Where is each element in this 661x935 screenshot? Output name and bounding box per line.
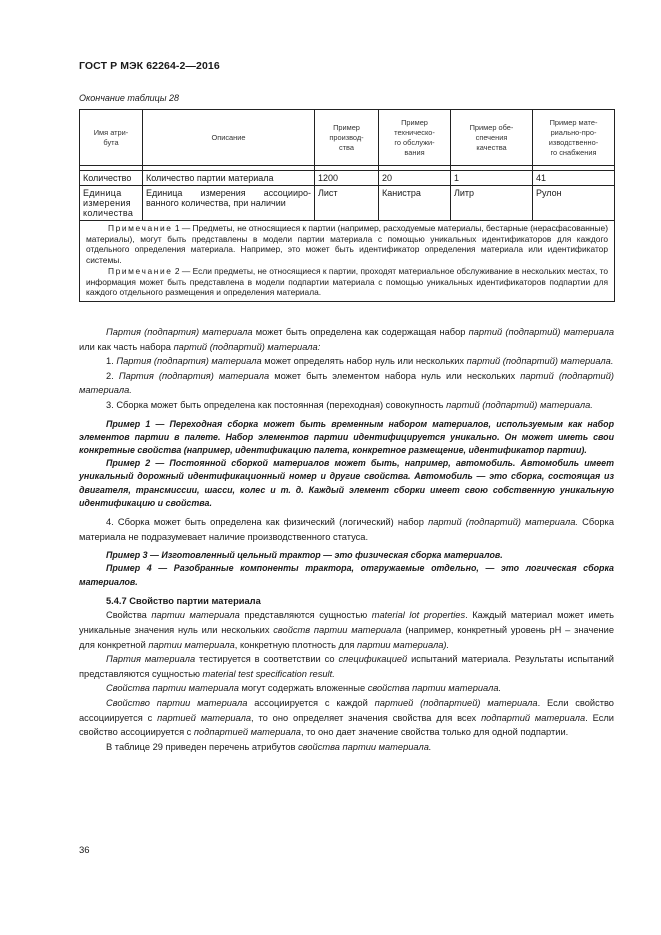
table-cell: Единица измерения ассоцииро-ванного количества, при наличии	[143, 186, 315, 221]
table-notes	[80, 221, 615, 302]
example-1: Пример 1 — Переходная сборка может быть временным набором материалов, используемым как набор элементов партии в палете. Набор элементов партии идентифицируется уникально. Он может иметь свои конкретные свойства (например, идентификацию палета, конкретное размещение, идентификатор партии).	[79, 418, 614, 455]
table-cell: Количество	[80, 171, 143, 186]
list-item: 2. Партия (подпартия) материала может быть элементом набора нуль или нескольких партий (подпартий) материала.	[79, 370, 614, 396]
note-1	[86, 223, 608, 266]
table-caption: Окончание таблицы 28	[79, 93, 179, 103]
table-cell: 41	[533, 171, 615, 186]
paragraph: В таблице 29 приведен перечень атрибутов свойства партии материала.	[106, 741, 432, 752]
paragraph: Партия (подпартия) материала может быть определена как содержащая набор партий (подпартий) материала или как часть набора партий (подпартий) материала:	[79, 327, 614, 352]
list-item: 1. Партия (подпартия) материала может определять набор нуль или нескольких партий (подпартий) материала.	[106, 356, 614, 367]
table-cell: Количество партии материала	[143, 171, 315, 186]
note-2-label: Примечание	[108, 265, 173, 276]
example-3: Пример 3 — Изготовленный цельный трактор — это физическая сборка материалов.	[106, 550, 503, 561]
list-item: 4. Сборка может быть определена как физический (логический) набор партий (подпартий) материала. Сборка материала не подразумевает наличие производственного статуса.	[79, 516, 614, 542]
attributes-table	[79, 109, 615, 302]
standard-header: ГОСТ Р МЭК 62264-2—2016	[79, 60, 220, 72]
table-cell: Рулон	[533, 186, 615, 221]
th-maintenance-example: Пример техническо- го обслужи- вания	[379, 110, 451, 166]
paragraph: Свойство партии материала ассоциируется с каждой партией (подпартией) материала. Если свойство ассоциируется с партией материала, то оно определяет значения свойства для всех подпартий материала. Если свойство ассоциируется с подпартией материала, то оно дает значение свойства только для одной подпартии.	[79, 697, 615, 738]
note-2-text: 2 — Если предметы, не относящиеся к партии, проходят материальное обслуживание в нескольких местах, то информация может быть представлена в модели подпартии материала с помощью уникальных идентификаторов подпартии для каждого отдельного размещения и определения материала.	[86, 265, 608, 298]
list-item: 3. Сборка может быть определена как постоянная (переходная) совокупность партий (подпартий) материала.	[106, 399, 593, 410]
table-notes-row	[80, 221, 615, 302]
body-text	[79, 325, 614, 754]
note-1-text: 1 — Предметы, не относящиеся к партии (например, расходуемые материалы, бестарные (нерасфасованные) материалы), могут быть представлены в модели партии материала с помощью уникальных идентификаторов для каждого отдельного определения материала. Например, это может быть идентификатор определения материала или идентификатор системы.	[86, 223, 608, 266]
paragraph: Свойства партии материала представляются сущностью material lot properties. Каждый материал может иметь уникальные значения нуль или нескольких свойств партии материала (например, конкретный уровень pH – значение для конкретной партии материала, конкретную плотность для партии материала).	[79, 610, 614, 650]
table-cell: Единица измерения количества	[80, 186, 143, 221]
section-heading: 5.4.7 Свойство партии материала	[106, 595, 261, 606]
paragraph: Партия материала тестируется в соответствии со спецификацией испытаний материала. Результаты испытаний представляются сущностью material test specification result.	[79, 654, 614, 679]
example-4: Пример 4 — Разобранные компоненты трактора, отгружаемые отдельно, — это логическая сборка материалов.	[79, 563, 614, 587]
example-2: Пример 2 — Постоянной сборкой материалов может быть, например, автомобиль. Автомобиль имеет уникальный дорожный идентификационный номер и другие свойства. Автомобиль — это сборка, состоящая из двигателя, трансмиссии, шасси, колес и т. д. Каждый элемент сборки имеет свою собственную уникальную идентификацию и свойства.	[79, 458, 614, 508]
table-cell: Канистра	[379, 186, 451, 221]
table-cell: Лист	[315, 186, 379, 221]
table-header-row	[80, 110, 615, 166]
note-2	[86, 266, 608, 298]
table-row	[80, 186, 615, 221]
paragraph: Свойства партии материала могут содержать вложенные свойства партии материала.	[106, 683, 502, 694]
table-cell: 20	[379, 171, 451, 186]
th-description: Описание	[143, 110, 315, 166]
th-attribute-name: Имя атри- бута	[80, 110, 143, 166]
th-production-example: Пример производ- ства	[315, 110, 379, 166]
page-number: 36	[79, 845, 90, 856]
table-cell: Литр	[451, 186, 533, 221]
th-inventory-example: Пример мате- риально-про- изводственно- го снабжения	[533, 110, 615, 166]
th-quality-example: Пример обе- спечения качества	[451, 110, 533, 166]
table-row	[80, 171, 615, 186]
table-cell: 1	[451, 171, 533, 186]
note-1-label: Примечание	[108, 223, 173, 233]
table-cell: 1200	[315, 171, 379, 186]
